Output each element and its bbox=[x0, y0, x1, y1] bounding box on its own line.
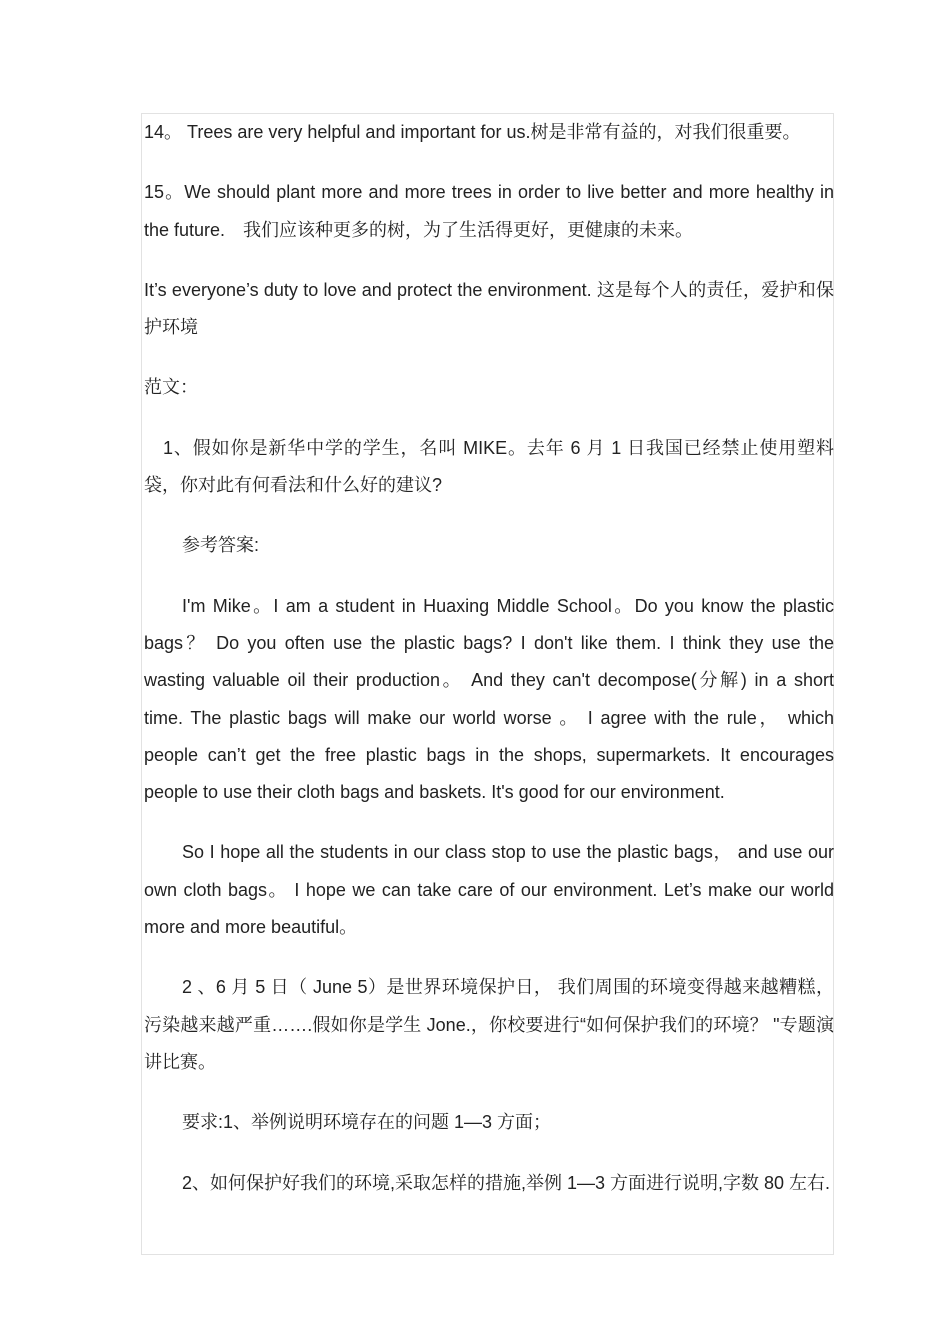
section-heading-model-essay: 范文： bbox=[144, 377, 198, 398]
document-body bbox=[144, 113, 834, 1202]
paragraph-15: 15。We should plant more and more trees in order to live better and more healthy in the future. 我们应该种更多的树，为了生活得更好，更健康的未来。 bbox=[144, 182, 834, 240]
paragraph-14: 14。 Trees are very helpful and important for us.树是非常有益的，对我们很重要。 bbox=[144, 122, 801, 142]
reference-answer-label: 参考答案: bbox=[182, 535, 260, 556]
answer-paragraph-1: I'm Mike。I am a student in Huaxing Middle School。Do you know the plastic bags？ Do you often use the plastic bags? I don't like them. I think they use the wasting valuable oil their production。 And they can't decompose(分解) in a short time. The plastic bags will make our world worse 。 I agree with the rule， which people can’t get the free plastic bags in the shops, supermarkets. It encourages people to use their cloth bags and baskets. It's good for our environment. bbox=[144, 595, 834, 803]
paragraph-duty: It’s everyone’s duty to love and protect the environment. 这是每个人的责任，爱护和保护环境 bbox=[144, 279, 834, 338]
requirement-1: 要求:1、举例说明环境存在的问题 1—3 方面； bbox=[182, 1112, 552, 1133]
requirement-2: 2、如何保护好我们的环境,采取怎样的措施,举例 1—3 方面进行说明,字数 80 左右. bbox=[182, 1172, 831, 1193]
answer-paragraph-2: So I hope all the students in our class stop to use the plastic bags， and use our own cloth bags。 I hope we can take care of our environment. Let’s make our world more and more beautiful。 bbox=[144, 842, 834, 938]
prompt-1: 1、假如你是新华中学的学生，名叫 MIKE。去年 6 月 1 日我国已经禁止使用塑料袋，你对此有何看法和什么好的建议? bbox=[144, 437, 834, 496]
prompt-2: 2 、6 月 5 日（ June 5）是世界环境保护日， 我们周围的环境变得越来越糟糕，污染越来越严重…….假如你是学生 Jone.，你校要进行“如何保护我们的环境？ "专题演讲比赛。 bbox=[144, 977, 834, 1072]
